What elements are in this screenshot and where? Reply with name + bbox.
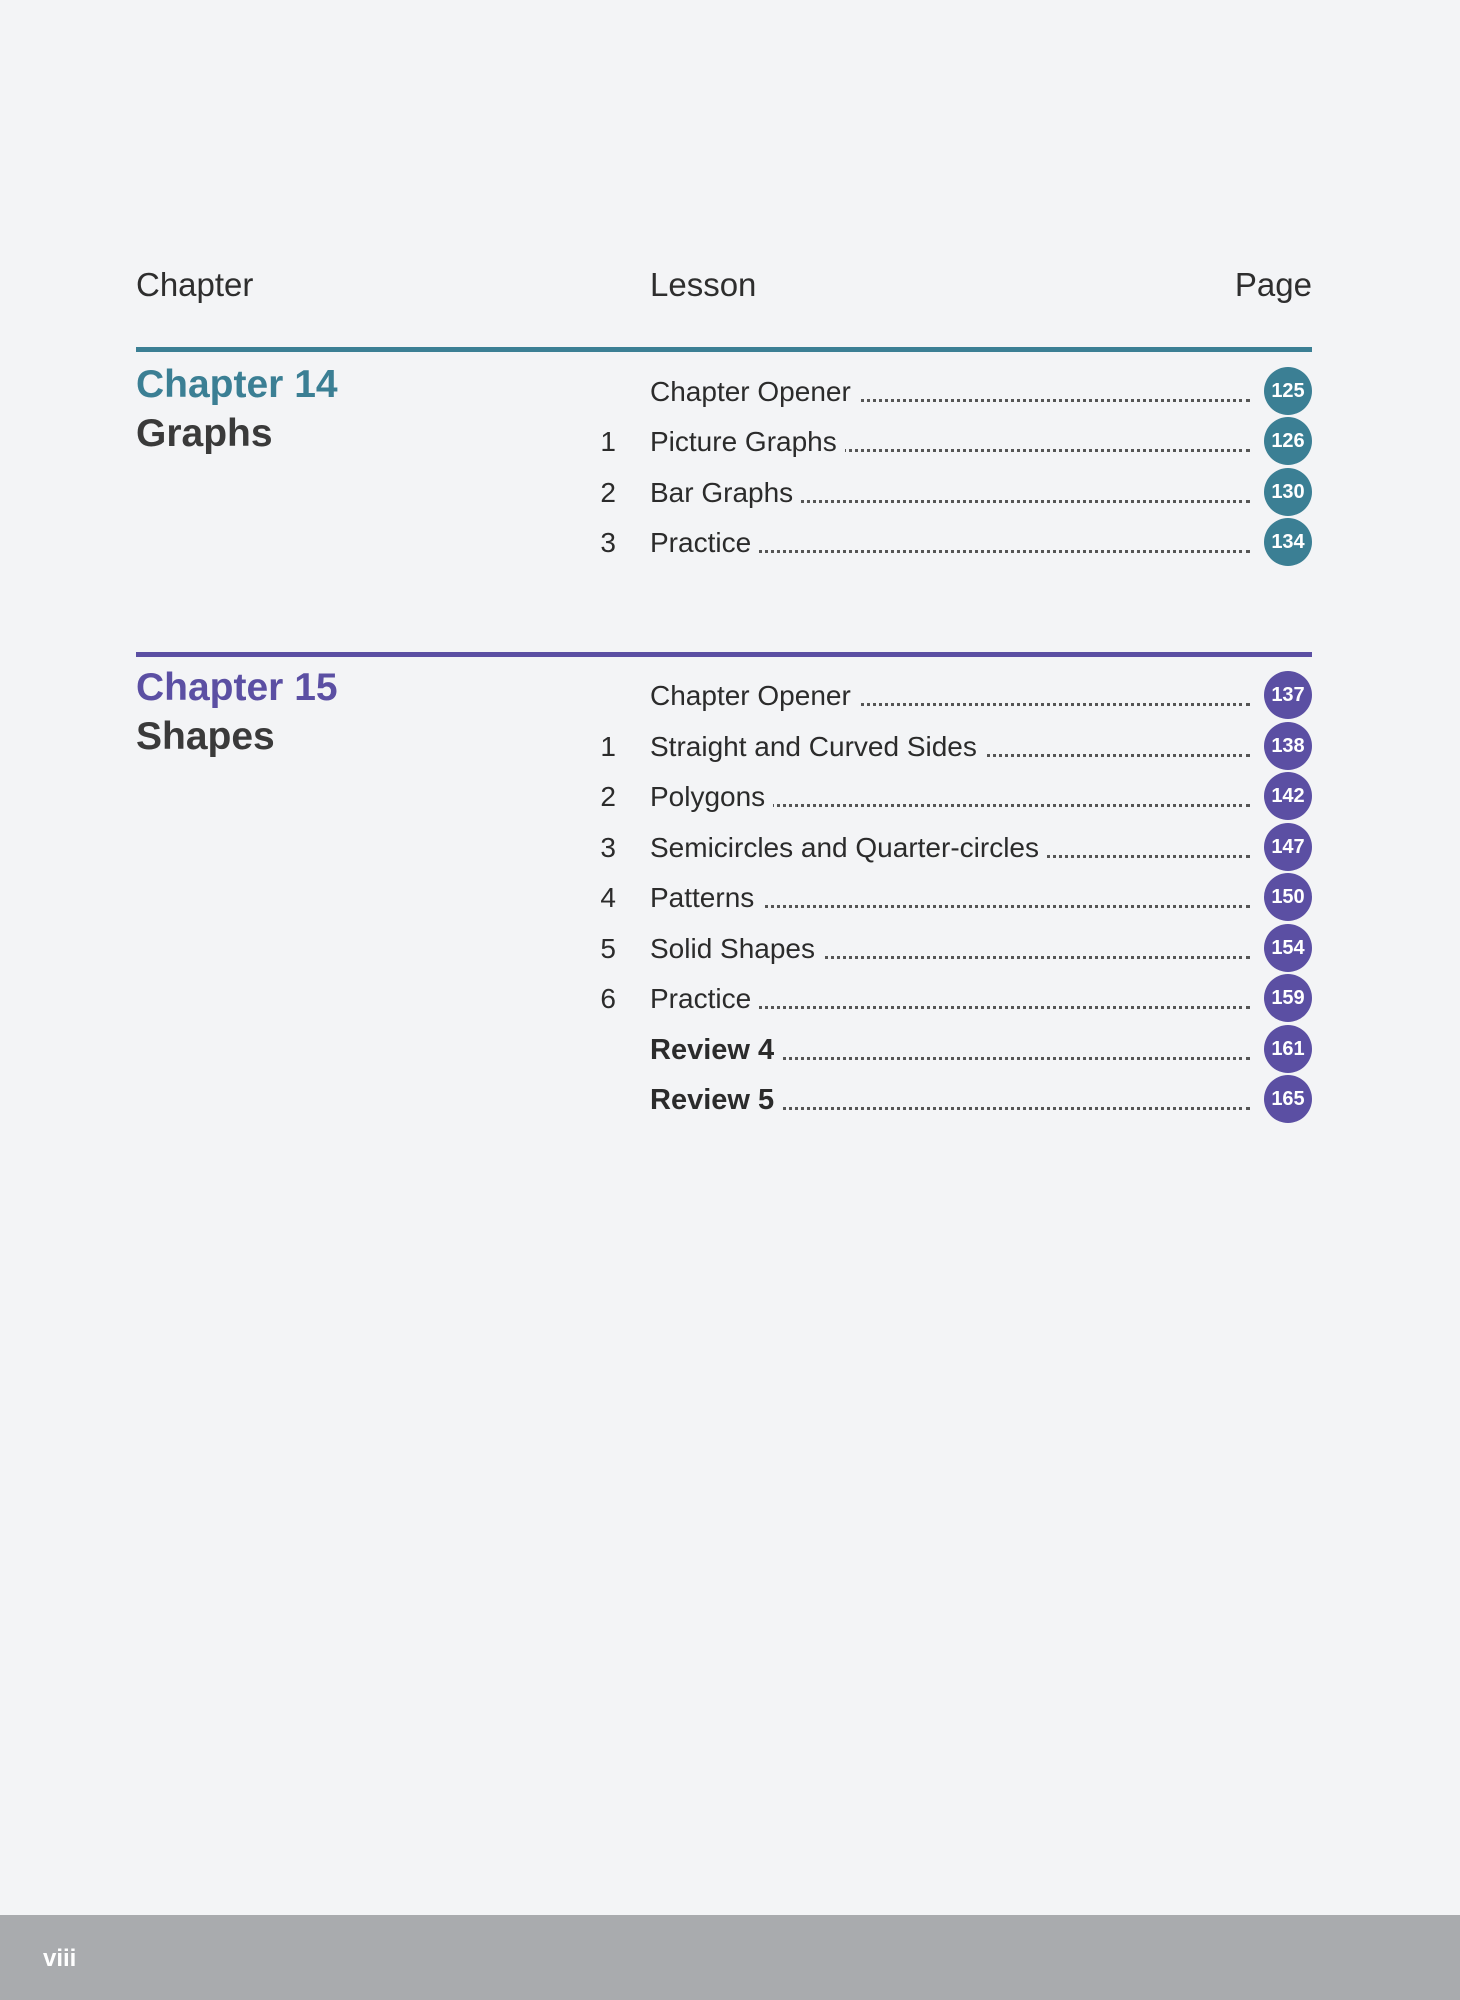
lesson-number: 4 (600, 882, 616, 913)
lesson-row[interactable] (586, 671, 1312, 719)
lesson-title: Picture Graphs (650, 426, 845, 458)
lesson-title: Chapter Opener (650, 680, 859, 712)
page-badge: 159 (1264, 974, 1312, 1022)
lesson-number: 1 (600, 426, 616, 457)
header-page: Page (1234, 266, 1312, 303)
lesson-title: Polygons (650, 781, 773, 813)
lesson-number: 3 (600, 832, 616, 863)
page-badge: 142 (1264, 772, 1312, 820)
lesson-row[interactable] (586, 823, 1312, 871)
lesson-row[interactable] (586, 873, 1312, 921)
header-chapter: Chapter (136, 266, 254, 303)
page-badge: 134 (1264, 518, 1312, 566)
lesson-number: 6 (600, 983, 616, 1014)
lesson-row[interactable] (586, 417, 1312, 465)
chapter-name: Graphs (136, 412, 273, 455)
lesson-row[interactable] (586, 924, 1312, 972)
header-lesson: Lesson (650, 266, 757, 303)
lesson-title: Practice (650, 983, 759, 1015)
page-footer (0, 1915, 1460, 2000)
lesson-row[interactable] (586, 468, 1312, 516)
lesson-number: 5 (600, 933, 616, 964)
lesson-number: 1 (600, 731, 616, 762)
lesson-number: 3 (600, 527, 616, 558)
page-badge: 165 (1264, 1075, 1312, 1123)
page-badge: 150 (1264, 873, 1312, 921)
lesson-number: 2 (600, 477, 616, 508)
lesson-title: Review 5 (650, 1084, 782, 1117)
page-number: viii (43, 1945, 77, 1972)
lesson-title: Chapter Opener (650, 376, 859, 408)
lesson-title: Semicircles and Quarter-circles (650, 832, 1047, 864)
chapter-number: Chapter 14 (136, 363, 338, 406)
section-divider (136, 652, 1312, 657)
page-badge: 130 (1264, 468, 1312, 516)
lesson-row[interactable] (586, 772, 1312, 820)
lesson-row[interactable] (586, 722, 1312, 770)
lesson-title: Solid Shapes (650, 933, 823, 965)
lesson-row[interactable] (586, 367, 1312, 415)
lesson-row[interactable] (586, 974, 1312, 1022)
lesson-row[interactable] (586, 1025, 1312, 1073)
page-badge: 138 (1264, 722, 1312, 770)
lesson-row[interactable] (586, 1075, 1312, 1123)
page-badge: 154 (1264, 924, 1312, 972)
page-badge: 147 (1264, 823, 1312, 871)
lesson-title: Bar Graphs (650, 477, 801, 509)
lesson-title: Practice (650, 527, 759, 559)
page-badge: 125 (1264, 367, 1312, 415)
section-divider (136, 347, 1312, 352)
lesson-title: Review 4 (650, 1034, 782, 1067)
lesson-number: 2 (600, 781, 616, 812)
column-headers (136, 258, 1312, 308)
lesson-row[interactable] (586, 518, 1312, 566)
lesson-title: Straight and Curved Sides (650, 731, 985, 763)
page-badge: 137 (1264, 671, 1312, 719)
page-badge: 161 (1264, 1025, 1312, 1073)
chapter-number: Chapter 15 (136, 666, 338, 709)
lesson-title: Patterns (650, 882, 762, 914)
page-badge: 126 (1264, 417, 1312, 465)
chapter-name: Shapes (136, 715, 275, 758)
